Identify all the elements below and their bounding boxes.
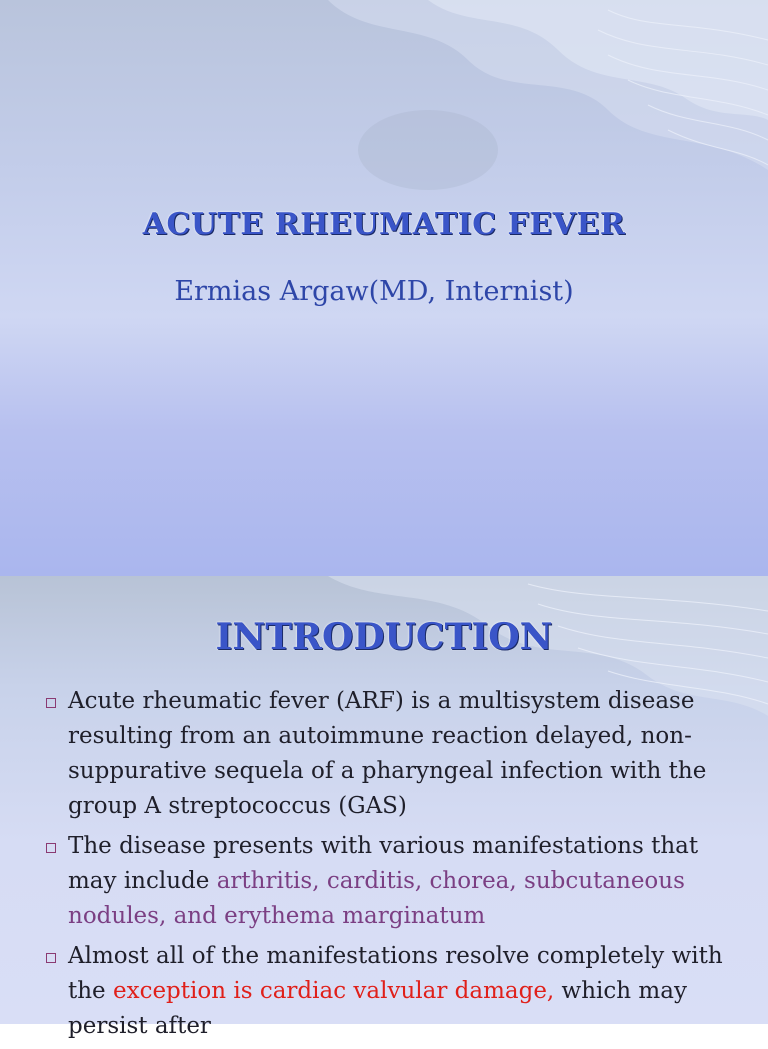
slide-title: INTRODUCTION [215,616,553,658]
list-item [46,829,746,934]
highlighted-manifestations: arthritis, carditis, chorea, subcutaneous nodules, and erythema marginatum [68,868,685,929]
hollow-square-bullet-icon [46,953,56,963]
presenter-name: Ermias Argaw(MD, Internist) [174,276,574,307]
hollow-square-bullet-icon [46,843,56,853]
presentation-title: ACUTE RHEUMATIC FEVER [142,207,626,242]
list-item [46,684,746,824]
highlighted-exception: exception is cardiac valvular damage, [112,978,555,1004]
bullet-text: Acute rheumatic fever (ARF) is a multisystem disease resulting from an autoimmune reaction delayed, non-suppurative sequela of a pharyngeal infection with the group A streptococcus (GAS) [68,688,707,819]
bullet-text: Almost all of the manifestations resolve completely with the [68,943,723,1004]
hollow-square-bullet-icon [46,698,56,708]
bullet-text-tail: which may persist after [68,978,687,1039]
bullet-list [46,684,746,1049]
bullet-text: The disease presents with various manifestations that may include [68,833,699,894]
list-item [46,939,746,1044]
wave-decoration [308,0,768,300]
introduction-slide [0,576,768,1039]
